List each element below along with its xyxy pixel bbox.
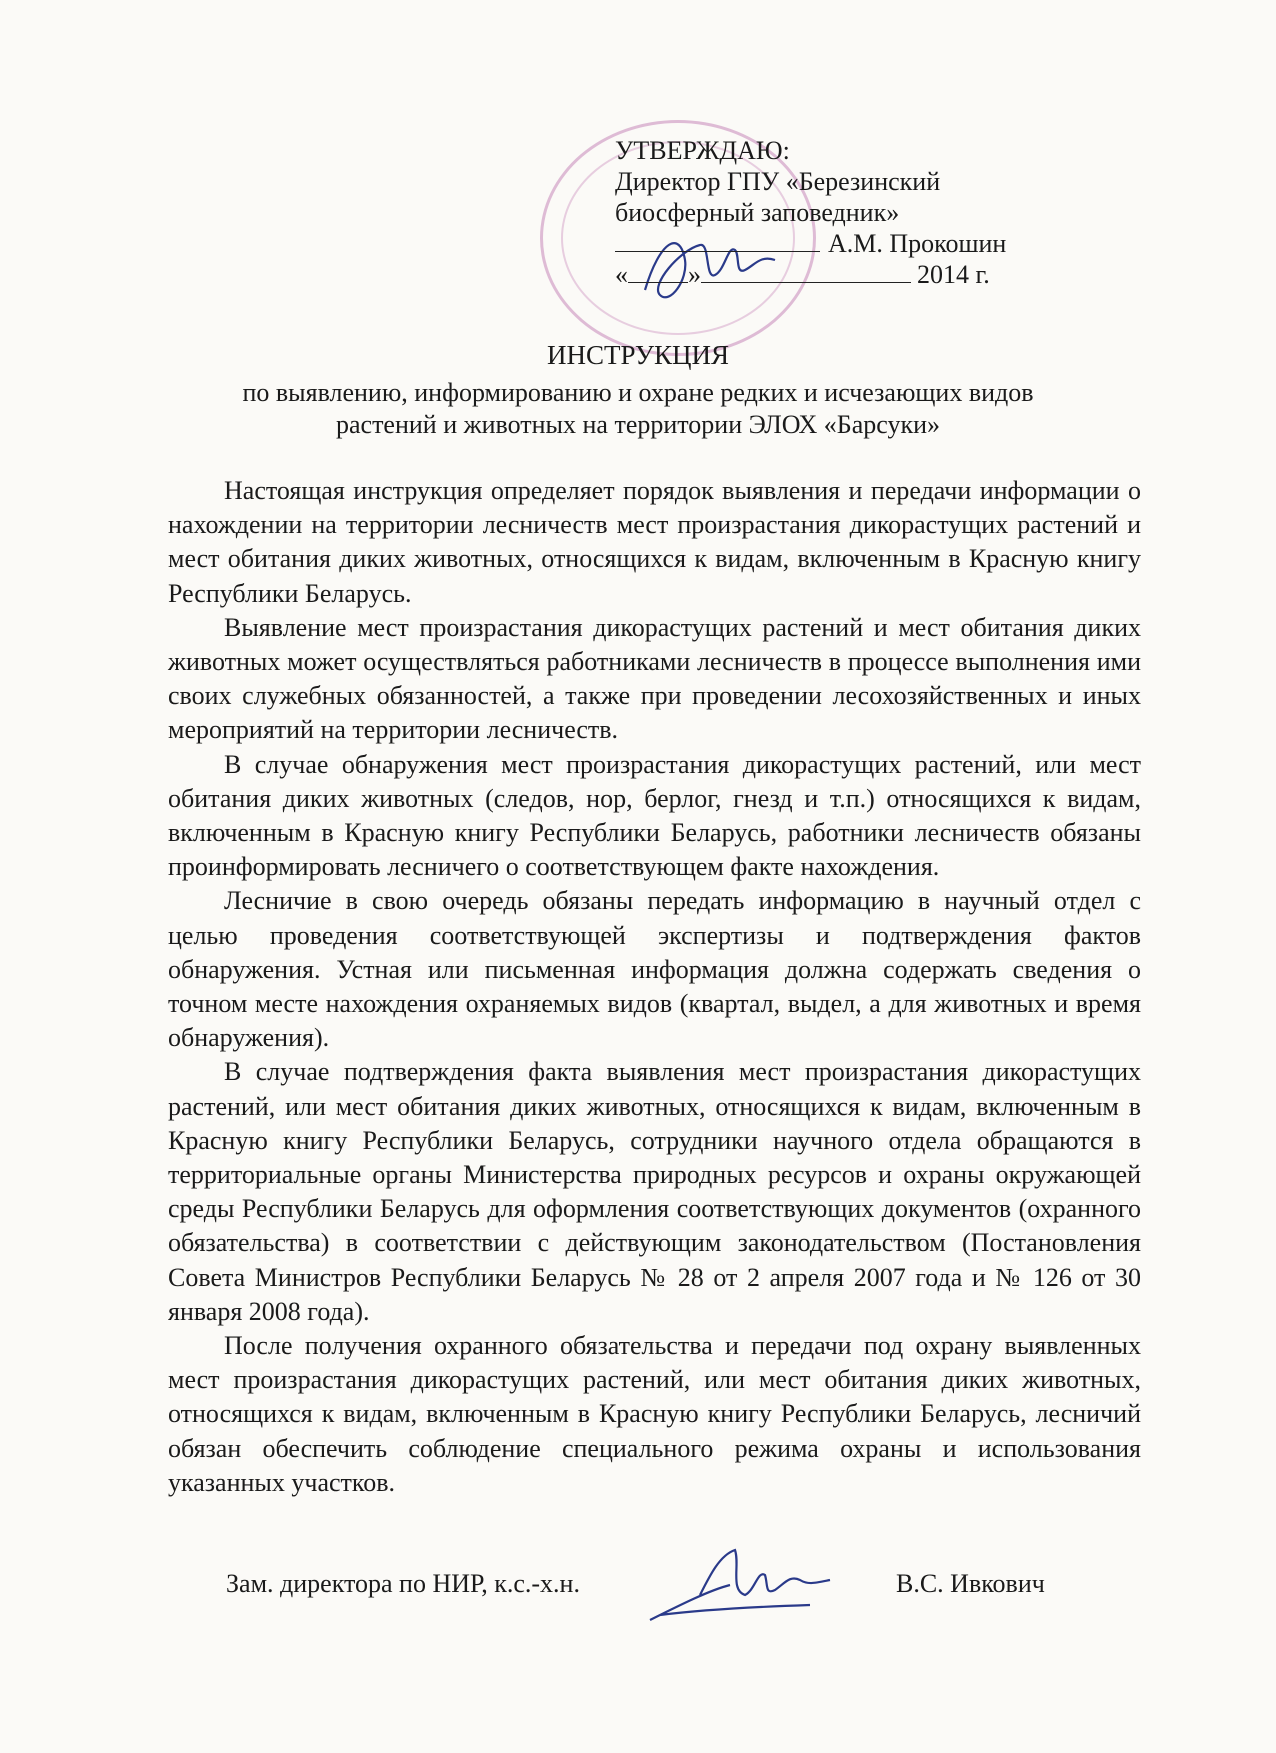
approval-date-line	[615, 259, 1055, 290]
footer-signature-block	[0, 1568, 1276, 1608]
document-body	[168, 474, 1141, 1500]
date-month-blank	[701, 260, 911, 283]
date-open-quote: «	[615, 260, 628, 289]
approval-heading: УТВЕРЖДАЮ:	[615, 136, 790, 165]
paragraph: После получения охранного обязательства и передачи под охрану выявленных мест произрастания дикорастущих растений, или мест обитания диких животных, относящихся к видам, включенным в Красную книгу Республики Беларусь, лесничий обязан обеспечить соблюдение специального режима охраны и использования указанных участков.	[168, 1331, 1141, 1497]
date-year: 2014 г.	[917, 260, 990, 289]
signature-blank	[615, 229, 820, 252]
paragraph: Выявление мест произрастания дикорастущих растений и мест обитания диких животных может осуществляться работниками лесничеств в процессе выполнения ими своих служебных обязанностей, а также при проведении лесохозяйственных и иных мероприятий на территории лесничеств.	[168, 612, 1141, 745]
date-day-blank	[628, 260, 688, 283]
paragraph: Лесничие в свою очередь обязаны передать информацию в научный отдел с целью проведения соответствующей экспертизы и подтверждения фактов обнаружения. Устная или письменная информация должна содержать сведения о точном месте нахождения охраняемых видов (квартал, выдел, а для животных и время обнаружения).	[168, 886, 1141, 1053]
approval-position: Директор ГПУ «Березинский	[615, 167, 941, 196]
paragraph: Настоящая инструкция определяет порядок выявления и передачи информации о нахождении на территории лесничеств мест произрастания дикорастущих растений и мест обитания диких животных, относящихся к видам, включенным в Красную книгу Республики Беларусь.	[168, 476, 1141, 608]
paragraph: В случае подтверждения факта выявления мест произрастания дикорастущих растений, или мест обитания диких животных, относящихся к видам, включенным в Красную книгу Республики Беларусь, сотрудники научного отдела обращаются в территориальные органы Министерства природных ресурсов и охраны окружающей среды Республики Беларусь для оформления соответствующих документов (охранного обязательства) в соответствии с действующим законодательством (Постановления Совета Министров Республики Беларусь № 28 от 2 апреля 2007 года и № 126 от 30 января 2008 года).	[168, 1057, 1141, 1326]
date-close-quote: »	[688, 260, 701, 289]
approval-signer: А.М. Прокошин	[828, 229, 1007, 258]
footer-name: В.С. Ивкович	[896, 1569, 1045, 1598]
footer-role: Зам. директора по НИР, к.с.-х.н.	[226, 1569, 580, 1598]
subtitle-line-1: по выявлению, информированию и охране редких и исчезающих видов	[242, 378, 1034, 407]
approval-organization: биосферный заповедник»	[615, 198, 900, 227]
approval-signature-line	[615, 228, 1055, 259]
document-subtitle	[180, 377, 1096, 441]
subtitle-line-2: растений и животных на территории ЭЛОХ «Барсуки»	[335, 410, 941, 439]
approval-block	[615, 135, 1055, 290]
paragraph: В случае обнаружения мест произрастания дикорастущих растений, или мест обитания диких животных (следов, нор, берлог, гнезд и т.п.) относящихся к видам, включенным в Красную книгу Республики Беларусь, работники лесничеств обязаны проинформировать лесничего о соответствующем факте нахождения.	[168, 749, 1141, 882]
document-title: ИНСТРУКЦИЯ	[547, 340, 729, 370]
